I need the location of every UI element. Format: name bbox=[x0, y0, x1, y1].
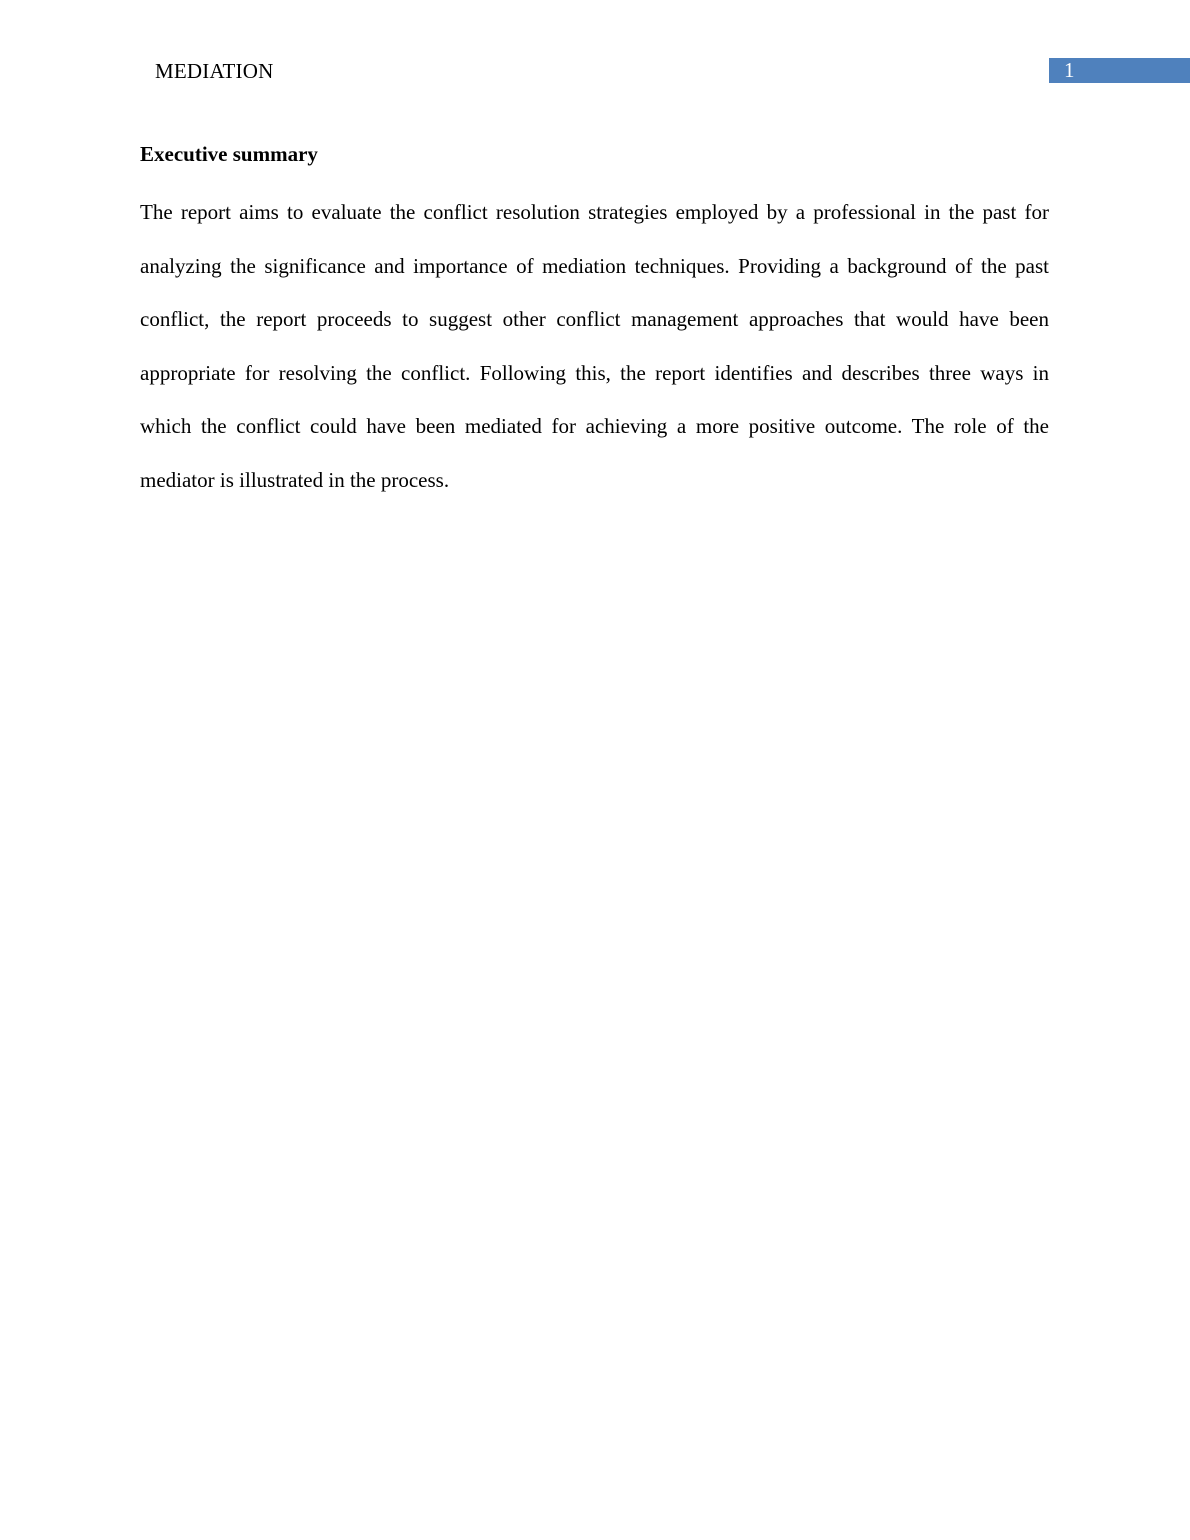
page-number-box bbox=[1049, 58, 1190, 83]
running-head: MEDIATION bbox=[155, 59, 274, 83]
body-paragraph: The report aims to evaluate the conflict resolution strategies employed by a professional in the past for analyzing the significance and importance of mediation techniques. Providing a background of the past conflict, the report proceeds to suggest other conflict management approaches that would have been appropriate for resolving the conflict. Following this, the report identifies and describes three ways in which the conflict could have been mediated for achieving a more positive outcome. The role of the mediator is illustrated in the process. bbox=[140, 200, 1049, 492]
page-number: 1 bbox=[1064, 58, 1075, 82]
section-heading: Executive summary bbox=[140, 142, 318, 166]
